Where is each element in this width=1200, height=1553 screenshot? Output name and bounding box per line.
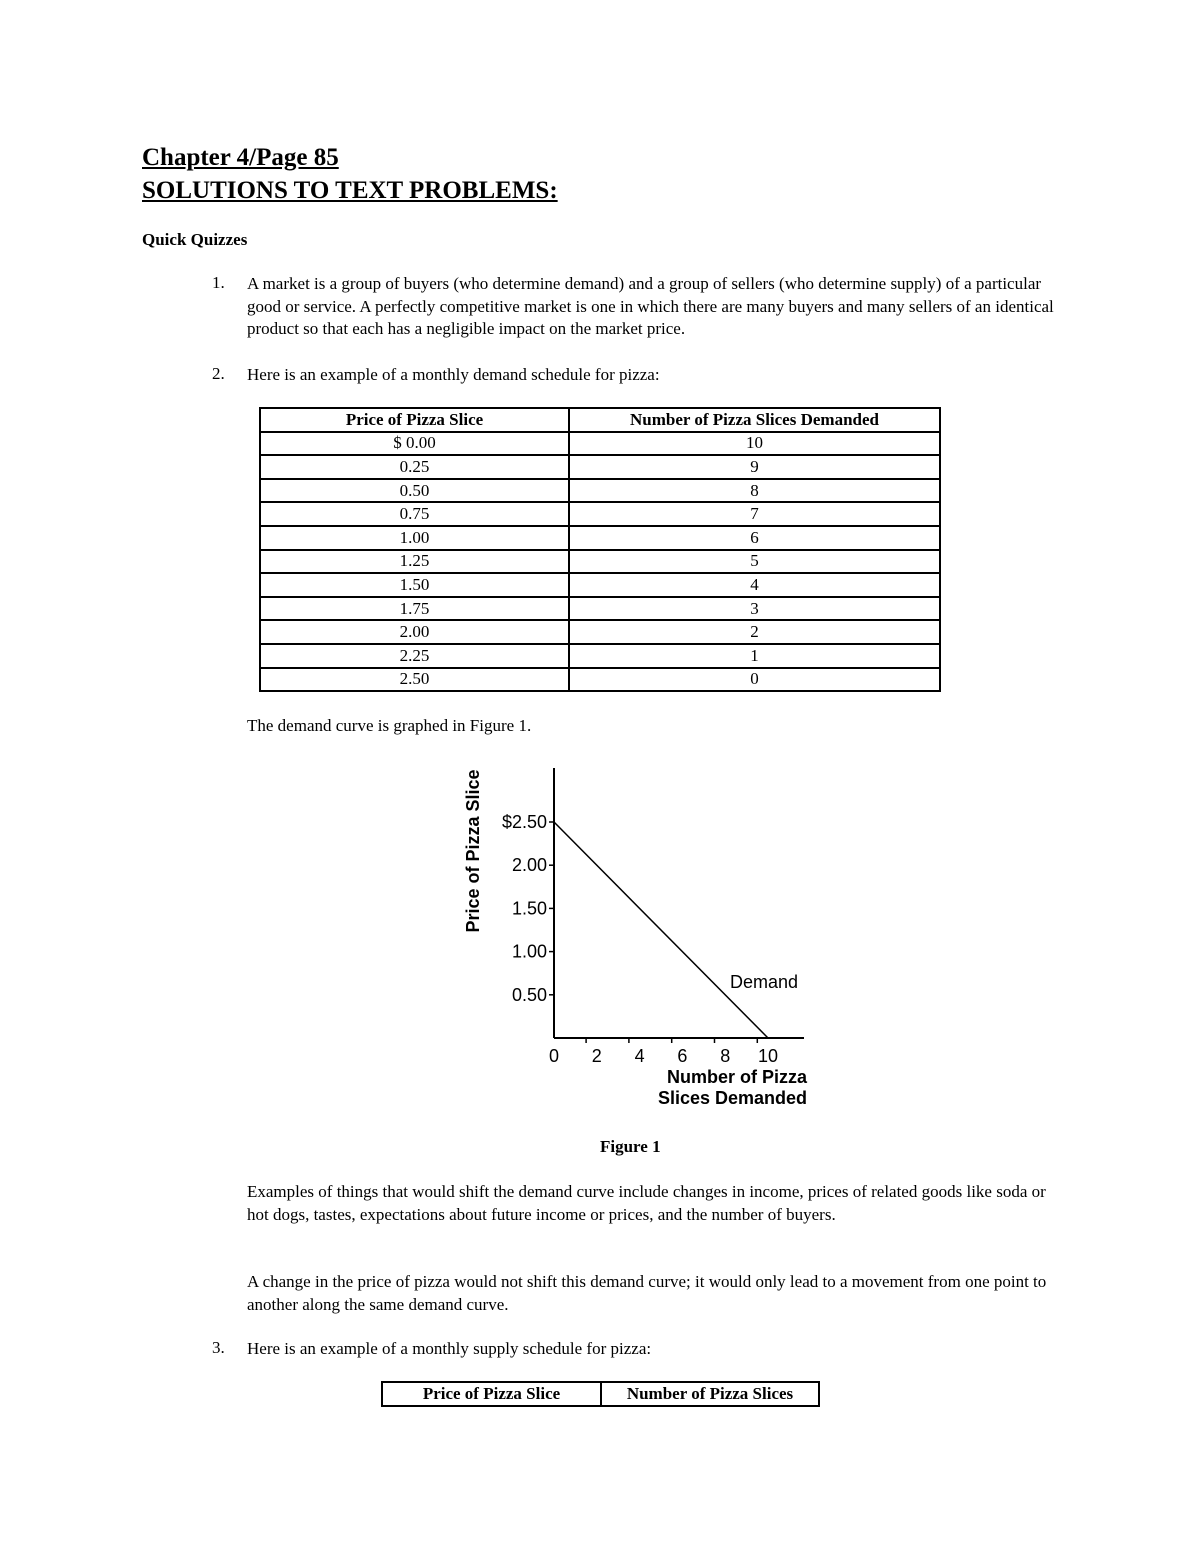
quantity-cell: 7	[569, 502, 940, 526]
x-tick-label: 2	[591, 1046, 602, 1066]
price-cell: 1.75	[260, 597, 569, 621]
x-tick-label: 8	[720, 1046, 731, 1066]
table-row	[260, 597, 940, 621]
price-cell: 1.25	[260, 550, 569, 574]
quantity-cell: 10	[569, 432, 940, 456]
x-tick-label: 6	[677, 1046, 688, 1066]
y-tick-label: 1.00	[511, 941, 547, 962]
demand-chart	[440, 750, 840, 1120]
item-number-3: 3.	[212, 1338, 225, 1357]
y-tick-label: 0.50	[511, 984, 547, 1005]
price-cell: 1.00	[260, 526, 569, 550]
header-price: Price of Pizza Slice	[382, 1382, 601, 1406]
quantity-cell: 2	[569, 620, 940, 644]
item-text-3: Here is an example of a monthly supply schedule for pizza:	[247, 1339, 652, 1358]
paragraph-shifters: Examples of things that would shift the demand curve include changes in income, prices of related goods like soda or hot dogs, tastes, expectations about future income or prices, and the number of buyers.	[247, 1182, 1046, 1224]
table-row	[260, 432, 940, 456]
graph-intro: The demand curve is graphed in Figure 1.	[247, 716, 532, 735]
quantity-cell: 6	[569, 526, 940, 550]
item-number-2: 2.	[212, 364, 225, 383]
x-axis-label-line2: Slices Demanded	[657, 1088, 807, 1108]
price-cell: 0.50	[260, 479, 569, 503]
price-cell: 2.00	[260, 620, 569, 644]
table-row	[260, 573, 940, 597]
price-cell: 0.25	[260, 455, 569, 479]
quantity-cell: 0	[569, 668, 940, 692]
quantity-cell: 5	[569, 550, 940, 574]
series-label-demand: Demand	[730, 972, 799, 992]
table-row	[260, 668, 940, 692]
price-cell: 2.25	[260, 644, 569, 668]
item-number-1: 1.	[212, 273, 225, 292]
table-row	[260, 526, 940, 550]
quantity-cell: 8	[569, 479, 940, 503]
x-tick-label: 10	[757, 1046, 779, 1066]
table-row	[260, 502, 940, 526]
quantity-cell: 1	[569, 644, 940, 668]
demand-line	[554, 822, 768, 1038]
header-quantity: Number of Pizza Slices Demanded	[569, 408, 940, 432]
header-quantity: Number of Pizza Slices	[601, 1382, 819, 1406]
y-tick-label: $2.50	[501, 812, 547, 832]
quantity-cell: 4	[569, 573, 940, 597]
quantity-cell: 9	[569, 455, 940, 479]
table-row	[260, 479, 940, 503]
price-cell: $ 0.00	[260, 432, 569, 456]
table-header-row	[260, 408, 940, 432]
y-tick-label: 1.50	[511, 898, 547, 919]
supply-schedule-table	[381, 1381, 820, 1407]
header-price: Price of Pizza Slice	[260, 408, 569, 432]
price-cell: 0.75	[260, 502, 569, 526]
x-tick-label: 0	[548, 1046, 560, 1066]
table-row	[260, 550, 940, 574]
table-row	[260, 620, 940, 644]
item-text-2: Here is an example of a monthly demand schedule for pizza:	[247, 365, 660, 384]
x-axis-label-line1: Number of Pizza	[666, 1067, 807, 1087]
chapter-title: Chapter 4/Page 85	[142, 144, 339, 171]
x-tick-label: 4	[634, 1046, 645, 1066]
price-cell: 2.50	[260, 668, 569, 692]
table-header-row	[382, 1382, 819, 1406]
section-title: Quick Quizzes	[142, 230, 248, 249]
paragraph-movement: A change in the price of pizza would not shift this demand curve; it would only lead to a movement from one point to another along the same demand curve.	[247, 1272, 1047, 1314]
y-tick-label: 2.00	[511, 855, 547, 876]
item-text-1: A market is a group of buyers (who determine demand) and a group of sellers (who determine supply) of a particular good or service. A perfectly competitive market is one in which there are many buyers and many sellers of an identical product so that each has a negligible impact on the market price.	[247, 274, 1054, 338]
demand-schedule-table	[259, 407, 941, 692]
solutions-heading: SOLUTIONS TO TEXT PROBLEMS:	[142, 177, 558, 204]
table-row	[260, 644, 940, 668]
figure-caption: Figure 1	[600, 1137, 661, 1156]
price-cell: 1.50	[260, 573, 569, 597]
y-axis-label: Price of Pizza Slice	[463, 769, 483, 933]
quantity-cell: 3	[569, 597, 940, 621]
table-row	[260, 455, 940, 479]
